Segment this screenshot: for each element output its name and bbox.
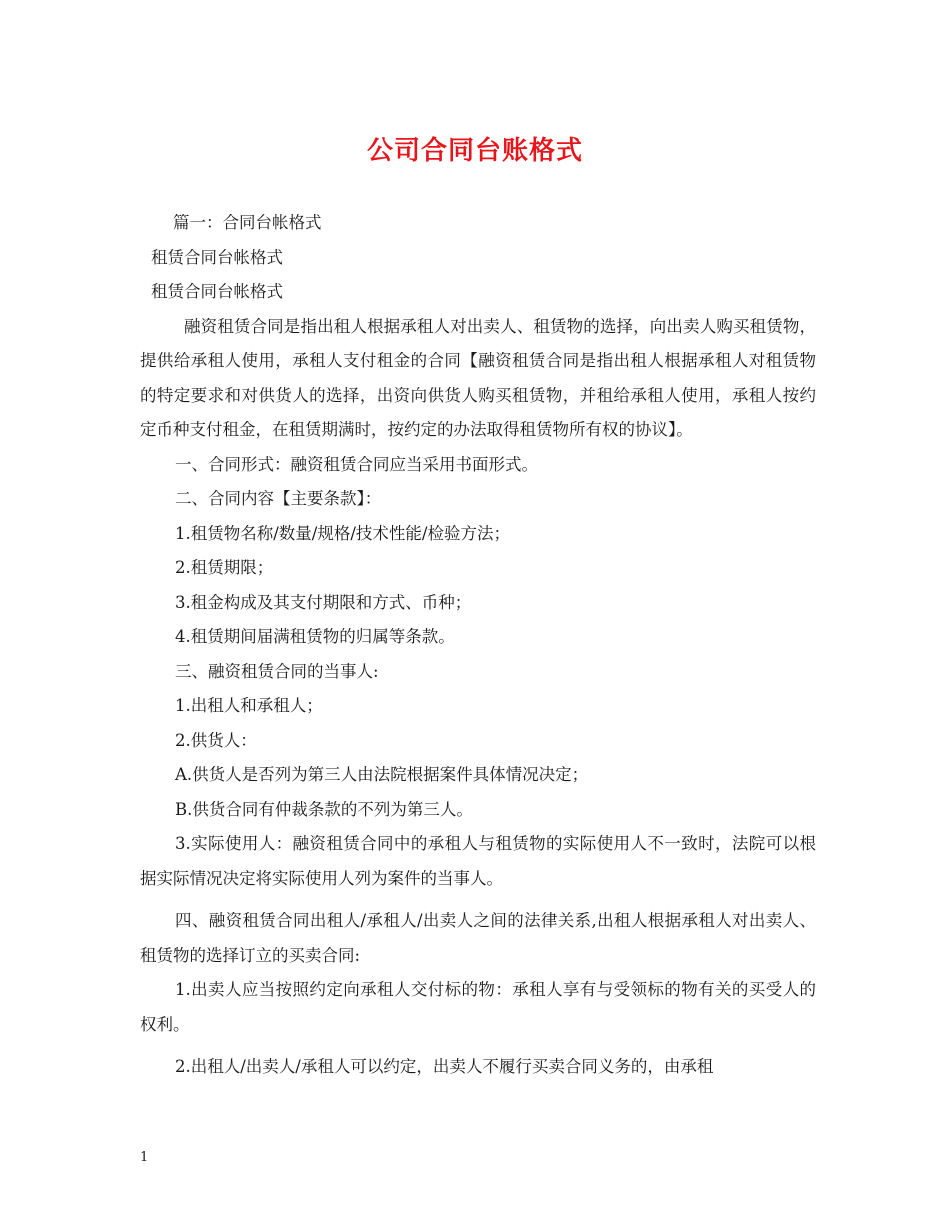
list-item: 2.供货人： xyxy=(175,730,257,750)
list-item: 1.租赁物名称/数量/规格/技术性能/检验方法； xyxy=(175,523,510,543)
list-item: 1.出租人和承租人； xyxy=(175,696,323,715)
document-body xyxy=(140,206,816,1085)
list-item: 3.租金构成及其支付期限和方式、币种； xyxy=(175,592,472,612)
paragraph: 四、融资租赁合同出租人/承租人/出卖人之间的法律关系,出租人根据承租人对出卖人、租赁物的选择订立的买卖合同: xyxy=(140,911,816,965)
list-item: 2.租赁期限； xyxy=(175,558,274,577)
page-number: 1 xyxy=(140,1150,149,1165)
paragraph: 二、合同内容【主要条款】： xyxy=(175,489,382,508)
list-item: 1.出卖人应当按照约定向承租人交付标的物：承租人享有与受领标的物有关的买受人的权利。 xyxy=(140,980,816,1034)
subtitle-line: 租赁合同台帐格式 xyxy=(151,282,283,301)
subtitle-line: 租赁合同台帐格式 xyxy=(151,247,283,267)
list-item: B.供货合同有仲裁条款的不列为第三人。 xyxy=(175,799,473,819)
list-item: 4.租赁期间届满租赁物的归属等条款。 xyxy=(175,627,455,646)
paragraph: 融资租赁合同是指出租人根据承租人对出卖人、租赁物的选择，向出卖人购买租赁物，提供给承租人使用，承租人支付租金的合同【融资租赁合同是指出租人根据承租人对租赁物的特定要求和对供货人的选择，出资向供货人购买租赁物，并租给承租人使用，承租人按约定币种支付租金，在租赁期满时，按约定的办法取得租赁物所有权的协议】。 xyxy=(140,316,816,439)
list-item: A.供货人是否列为第三人由法院根据案件具体情况决定； xyxy=(175,765,589,784)
section-heading: 篇一：合同台帐格式 xyxy=(173,213,322,232)
paragraph: 三、融资租赁合同的当事人: xyxy=(175,661,379,681)
document-title: 公司合同台账格式 xyxy=(366,136,583,166)
list-item: 3.实际使用人：融资租赁合同中的承租人与租赁物的实际使用人不一致时，法院可以根据实际情况决定将实际使用人列为案件的当事人。 xyxy=(140,834,816,888)
list-item: 2.出租人/出卖人/承租人可以约定，出卖人不履行买卖合同义务的，由承租 xyxy=(175,1057,714,1076)
paragraph: 一、合同形式：融资租赁合同应当采用书面形式。 xyxy=(175,454,538,474)
